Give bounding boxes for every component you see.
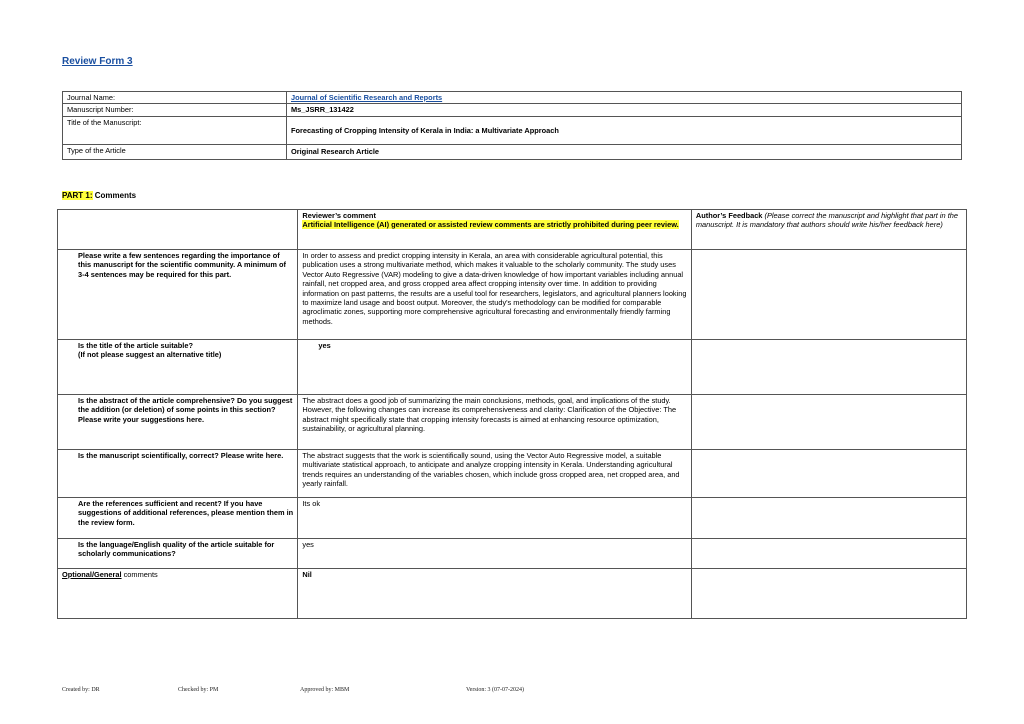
footer-approved-by: Approved by: MBM [300, 687, 350, 693]
comment-language: yes [298, 539, 692, 569]
author-feedback-note: (Please correct the manuscript and highlight that part in the manuscript. It is mandatory that authors should write his/her feedback here) [695, 211, 958, 230]
question-optional [58, 569, 298, 619]
manuscript-title: Forecasting of Cropping Intensity of Kerala in India: a Multivariate Approach [287, 116, 962, 144]
ai-notice: Artificial Intelligence (AI) generated or assisted review comments are strictly prohibited during peer review. [302, 220, 679, 230]
table-row [58, 395, 967, 450]
comment-references: Its ok [298, 498, 692, 539]
feedback-language-field[interactable] [691, 539, 966, 569]
optional-comments-label: comments [121, 570, 158, 579]
comments-table [57, 209, 967, 619]
article-type-label: Type of the Article [63, 144, 287, 159]
form-title: Review Form 3 [62, 56, 133, 67]
header-blank-cell [58, 210, 298, 250]
footer-checked-by: Checked by: PM [178, 687, 219, 693]
table-row [58, 450, 967, 498]
part1-label: Comments [94, 191, 137, 200]
manuscript-number: Ms_JSRR_131422 [287, 104, 962, 116]
question-references: Are the references sufficient and recent? If you have suggestions of additional references, please mention them in the review form. [58, 498, 298, 539]
header-reviewer-cell [298, 210, 692, 250]
comment-title: yes [298, 340, 692, 395]
part1-heading [62, 191, 136, 200]
journal-name-link[interactable]: Journal of Scientific Research and Reports [291, 93, 443, 102]
article-type: Original Research Article [287, 144, 962, 159]
part1-prefix: PART 1: [62, 191, 93, 200]
question-importance: Please write a few sentences regarding the importance of this manuscript for the scientific community. A minimum of 3-4 sentences may be required for this part. [58, 250, 298, 340]
feedback-title-field[interactable] [691, 340, 966, 395]
footer-created-by: Created by: DR [62, 687, 100, 693]
comment-scientific: The abstract suggests that the work is scientifically sound, using the Vector Auto Regressive model, a suitable multivariate statistical approach, to anticipate and analyze cropping intensity in Kerala. Understanding agricultural trends requires an understanding of the variables chosen, which include gross cropped area, net cropped area, and yearly rainfall. [298, 450, 692, 498]
feedback-references-field[interactable] [691, 498, 966, 539]
table-row [58, 539, 967, 569]
reviewer-comment-heading: Reviewer’s comment [302, 211, 376, 220]
question-title [58, 340, 298, 395]
table-row [58, 569, 967, 619]
question-language: Is the language/English quality of the article suitable for scholarly communications? [58, 539, 298, 569]
question-title-line2: (If not please suggest an alternative title) [78, 350, 222, 360]
manuscript-info-table [62, 91, 962, 160]
comment-optional: Nil [298, 569, 692, 619]
footer-version: Version: 3 (07-07-2024) [466, 687, 524, 693]
question-scientific: Is the manuscript scientifically, correct? Please write here. [58, 450, 298, 498]
author-feedback-heading: Author’s Feedback [695, 211, 763, 220]
feedback-optional-field[interactable] [691, 569, 966, 619]
feedback-importance-field[interactable] [691, 250, 966, 340]
manuscript-title-label: Title of the Manuscript: [63, 116, 287, 144]
table-row [58, 498, 967, 539]
journal-name-label: Journal Name: [63, 92, 287, 104]
question-title-line1: Is the title of the article suitable? [78, 341, 193, 350]
comment-abstract: The abstract does a good job of summarizing the main conclusions, methods, goal, and implications of the study. However, the following changes can increase its comprehensiveness and clarity: Clarification of the Objective: The abstract might specifically state that cropping intensity forecasts is aimed at enhancing resource optimization, sustainability, or agricultural planning. [298, 395, 692, 450]
comment-importance: In order to assess and predict cropping intensity in Kerala, an area with considerable agricultural potential, this publication uses a strong multivariate method, which makes it valuable to the scholarly community. The study uses Vector Auto Regressive (VAR) modeling to give a data-driven knowledge of how important variables including annual rainfall, net cropped area, and gross cropped area affect cropping intensity over time. In addition to providing information on past patterns, the results are a useful tool for researchers, legislators, and agricultural planners looking to maximize land usage and boost output. Moreover, the study's methodology can be modified for comparable agroclimatic zones, supporting more comprehensive agricultural forecasting and environmentally friendly farming methods. [298, 250, 692, 340]
header-author-cell [691, 210, 966, 250]
question-abstract: Is the abstract of the article comprehensive? Do you suggest the addition (or deletion) of some points in this section? Please write your suggestions here. [58, 395, 298, 450]
manuscript-number-label: Manuscript Number: [63, 104, 287, 116]
optional-general-label: Optional/General [62, 570, 122, 579]
table-row [58, 340, 967, 395]
feedback-scientific-field[interactable] [691, 450, 966, 498]
table-row [58, 250, 967, 340]
feedback-abstract-field[interactable] [691, 395, 966, 450]
